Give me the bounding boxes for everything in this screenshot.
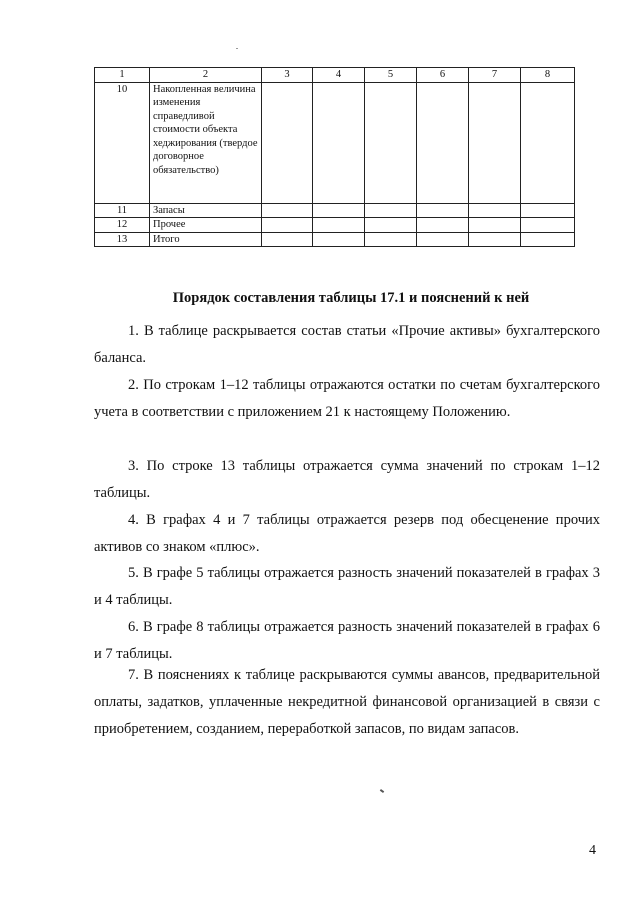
table-row [95, 232, 575, 247]
row-number: 12 [95, 218, 150, 233]
table-cell [521, 218, 575, 233]
table-cell [521, 203, 575, 218]
page-number: 4 [589, 843, 596, 858]
row-number: 11 [95, 203, 150, 218]
column-header: 4 [313, 68, 365, 83]
table-cell [313, 82, 365, 203]
table-cell [365, 218, 417, 233]
table-cell [521, 232, 575, 247]
paragraph-4: 4. В графах 4 и 7 таблицы отражается резерв под обесценение прочих активов со знаком «плюс». [94, 512, 600, 555]
scan-speck [380, 789, 384, 793]
table-cell [469, 203, 521, 218]
table-cell [417, 232, 469, 247]
section-heading: Порядок составления таблицы 17.1 и пояснений к ней [172, 290, 530, 306]
table-cell [313, 203, 365, 218]
paragraph-1: 1. В таблице раскрывается состав статьи «Прочие активы» бухгалтерского баланса. [94, 323, 600, 366]
table-row [95, 203, 575, 218]
paragraph-2: 2. По строкам 1–12 таблицы отражаются остатки по счетам бухгалтерского учета в соответствии с приложением 21 к настоящему Положению. [94, 377, 600, 420]
scan-speck [236, 48, 238, 49]
paragraph-6: 6. В графе 8 таблицы отражается разность значений показателей в графах 6 и 7 таблицы. [94, 619, 600, 662]
row-number: 10 [95, 82, 150, 203]
table-cell [469, 82, 521, 203]
table-row [95, 218, 575, 233]
table-cell [365, 232, 417, 247]
paragraph-5: 5. В графе 5 таблицы отражается разность значений показателей в графах 3 и 4 таблицы. [94, 565, 600, 608]
table-cell [365, 203, 417, 218]
table-cell [262, 82, 313, 203]
row-name: Накопленная величина изменения справедливой стоимости объекта хеджирования (твердое договорное обязательство) [150, 82, 262, 203]
column-header: 1 [95, 68, 150, 83]
table-cell [313, 232, 365, 247]
paragraph-3: 3. По строке 13 таблицы отражается сумма значений по строкам 1–12 таблицы. [94, 458, 600, 501]
row-name: Прочее [150, 218, 262, 233]
table-cell [521, 82, 575, 203]
table-cell [417, 203, 469, 218]
table-cell [262, 203, 313, 218]
table-cell [417, 218, 469, 233]
column-header: 2 [150, 68, 262, 83]
table-cell [469, 232, 521, 247]
column-header: 7 [469, 68, 521, 83]
column-header: 6 [417, 68, 469, 83]
column-header: 3 [262, 68, 313, 83]
table-cell [313, 218, 365, 233]
table-cell [262, 218, 313, 233]
table-row [95, 82, 575, 203]
column-header: 8 [521, 68, 575, 83]
row-number: 13 [95, 232, 150, 247]
column-header: 5 [365, 68, 417, 83]
table-17-1-continuation [94, 67, 575, 247]
row-name: Запасы [150, 203, 262, 218]
paragraph-7: 7. В пояснениях к таблице раскрываются суммы авансов, предварительной оплаты, задатков, уплаченные некредитной финансовой организацией в связи с приобретением, созданием, переработкой запасов, по видам запасов. [94, 667, 600, 737]
table-cell [469, 218, 521, 233]
table-cell [417, 82, 469, 203]
table-cell [262, 232, 313, 247]
row-name: Итого [150, 232, 262, 247]
table-header-row [95, 68, 575, 83]
table-cell [365, 82, 417, 203]
